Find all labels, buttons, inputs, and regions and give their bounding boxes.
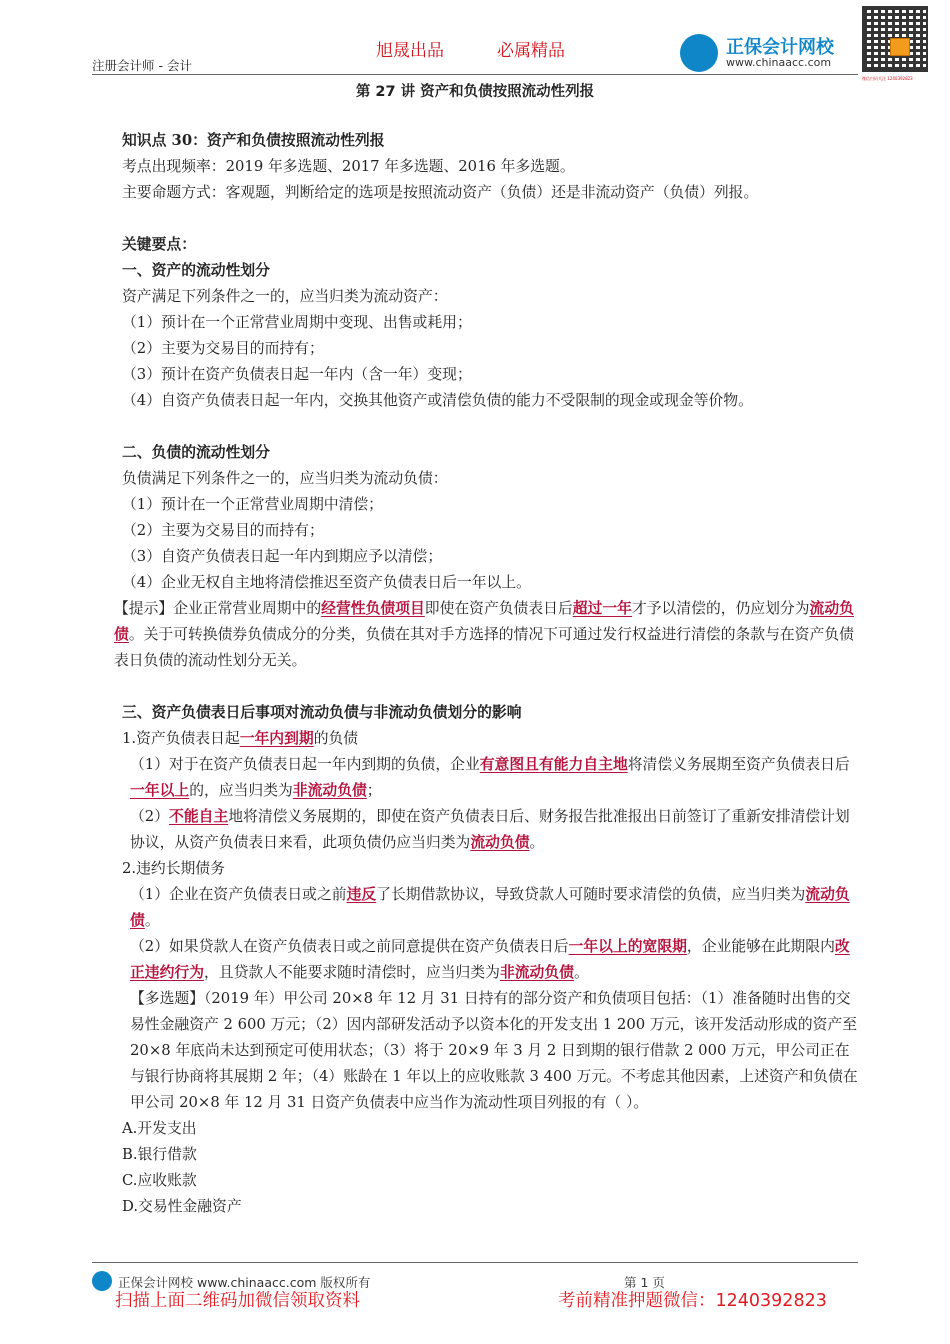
- footer-divider: [92, 1262, 858, 1263]
- slogan-left: 旭晟出品: [376, 41, 444, 61]
- body-text: 。: [529, 834, 545, 851]
- question-option: D.交易性金融资产: [122, 1198, 242, 1215]
- body-text: （2）如果贷款人在资产负债表日或之前同意提供在资产负债表日后: [130, 938, 569, 955]
- body-text: 。: [573, 964, 589, 981]
- header-divider: [92, 74, 858, 75]
- page-number: 第 1 页: [624, 1275, 665, 1290]
- exam-frequency: 考点出现频率：2019 年多选题、2017 年多选题、2016 年多选题。: [122, 158, 575, 175]
- tip-text: 【提示】企业正常营业周期中的: [114, 600, 322, 617]
- highlight-text: 流动负债: [114, 600, 854, 643]
- section2-lead: 负债满足下列条件之一的，应当归类为流动负债：: [122, 470, 448, 487]
- highlight-text: 流动负债: [130, 886, 850, 929]
- document-body: [114, 128, 862, 1220]
- highlight-text: 非流动负债: [499, 964, 574, 981]
- body-text: 将清偿义务展期至资产负债表日后: [627, 756, 850, 773]
- promo-right: 考前精准押题微信：1240392823: [558, 1291, 827, 1311]
- body-text: 。: [144, 912, 160, 929]
- section3-paragraph: [122, 752, 862, 804]
- section2-item: （4）企业无权自主地将清偿推迟至资产负债表日后一年以上。: [122, 574, 531, 591]
- tip-text: 才予以清偿的，仍应划分为: [631, 600, 810, 617]
- section1-heading: 一、资产的流动性划分: [122, 262, 270, 279]
- question-option: A.开发支出: [122, 1120, 197, 1137]
- key-points-label: 关键要点：: [122, 236, 196, 253]
- logo-emblem-icon: [680, 34, 718, 72]
- body-text: ，且贷款人不能要求随时清偿时，应当归类为: [204, 964, 500, 981]
- section1-item: （3）预计在资产负债表日起一年内（含一年）变现；: [122, 366, 472, 383]
- section3-paragraph: [122, 934, 862, 986]
- course-name: 注册会计师 - 会计: [92, 58, 192, 73]
- highlight-text: 一年内到期: [239, 730, 314, 747]
- qr-badge-icon: [890, 38, 910, 56]
- body-text: 的负债: [313, 730, 359, 747]
- body-text: 1.资产负债表日起: [122, 730, 240, 747]
- section1-item: （4）自资产负债表日起一年内，交换其他资产或清偿负债的能力不受限制的现金或现金等价物。: [122, 392, 753, 409]
- section1-lead: 资产满足下列条件之一的，应当归类为流动资产：: [122, 288, 448, 305]
- slogan-right: 必属精品: [497, 41, 565, 61]
- section1-item: （1）预计在一个正常营业周期中变现、出售或耗用；: [122, 314, 472, 331]
- section3-paragraph: [122, 804, 862, 856]
- body-text: 的，应当归类为: [189, 782, 293, 799]
- promo-left: 扫描上面二维码加微信领取资料: [115, 1291, 360, 1311]
- body-text: 地将清偿义务展期的，即使在资产负债表日后、财务报告批准报出日前签订了重新安排清偿计划协议，从资产负债表日来看，此项负债仍应当归类为: [130, 808, 850, 851]
- section2-item: （2）主要为交易目的而持有；: [122, 522, 324, 539]
- tip-text: 。关于可转换债券负债成分的分类，负债在其对手方选择的情况下可通过发行权益进行清偿的条款与在资产负债表日负债的流动性划分无关。: [114, 626, 854, 669]
- question-stem: 【多选题】（2019 年）甲公司 20×8 年 12 月 31 日持有的部分资产和负债项目包括：（1）准备随时出售的交易性金融资产 2 600 万元；（2）因内部研发活动予以资本化的开发支出 1 200 万元，该开发活动形成的资产至 20×8 年底尚未达到预定可使用状态；（3）将于 20×9 年 3 月 2 日到期的银行借款 2 000 万元，甲公司正在与银行协商将其展期 2 年；（4）账龄在 1 年以上的应收账款 3 400 万元。不考虑其他因素，上述资产和负债在甲公司 20×8 年 12 月 31 日资产负债表中应当作为流动性项目列报的有（ ）。: [130, 990, 858, 1111]
- section3-heading: 三、资产负债表日后事项对流动负债与非流动负债划分的影响: [122, 704, 522, 721]
- highlight-text: 一年以上: [130, 782, 190, 799]
- question-option: C.应收账款: [122, 1172, 197, 1189]
- section2-heading: 二、负债的流动性划分: [122, 444, 270, 461]
- page-title: 第 27 讲 资产和负债按照流动性列报: [355, 84, 595, 100]
- logo-text: 正保会计网校: [726, 37, 834, 58]
- body-text: 了长期借款协议，导致贷款人可随时要求清偿的负债，应当归类为: [376, 886, 806, 903]
- highlight-text: 一年以上的宽限期: [568, 938, 687, 955]
- brand-logo: [680, 32, 855, 74]
- body-text: （2）: [130, 808, 170, 825]
- knowledge-point-heading: 知识点 30：资产和负债按照流动性列报: [122, 132, 385, 149]
- body-text: ；: [366, 782, 382, 799]
- section1-item: （2）主要为交易目的而持有；: [122, 340, 324, 357]
- highlight-text: 流动负债: [470, 834, 530, 851]
- highlight-text: 超过一年: [572, 600, 632, 617]
- footer-logo-icon: [92, 1271, 112, 1291]
- body-text: （1）企业在资产负债表日或之前: [130, 886, 347, 903]
- highlight-text: 违反: [346, 886, 377, 903]
- section3-sub2: 2.违约长期债务: [122, 860, 225, 877]
- section3-paragraph: [122, 882, 862, 934]
- body-text: （1）对于在资产负债表日起一年内到期的负债，企业: [130, 756, 480, 773]
- qr-caption: 微信扫码关注 1240392823: [862, 76, 913, 81]
- highlight-text: 经营性负债项目: [321, 600, 425, 617]
- footer-copyright: 正保会计网校 www.chinaacc.com 版权所有: [118, 1275, 371, 1290]
- tip-text: 即使在资产负债表日后: [424, 600, 573, 617]
- highlight-text: 有意图且有能力自主地: [479, 756, 628, 773]
- highlight-text: 改正违约行为: [130, 938, 850, 981]
- section3-sub1: [122, 726, 862, 752]
- tip-paragraph: [114, 596, 862, 674]
- logo-url: www.chinaacc.com: [726, 56, 832, 69]
- body-text: ，企业能够在此期限内: [686, 938, 835, 955]
- highlight-text: 非流动负债: [292, 782, 367, 799]
- section2-item: （3）自资产负债表日起一年内到期应予以清偿；: [122, 548, 443, 565]
- question-method: 主要命题方式：客观题，判断给定的选项是按照流动资产（负债）还是非流动资产（负债）列报。: [122, 184, 759, 201]
- highlight-text: 不能自主: [169, 808, 229, 825]
- section2-item: （1）预计在一个正常营业周期中清偿；: [122, 496, 383, 513]
- question-option: B.银行借款: [122, 1146, 197, 1163]
